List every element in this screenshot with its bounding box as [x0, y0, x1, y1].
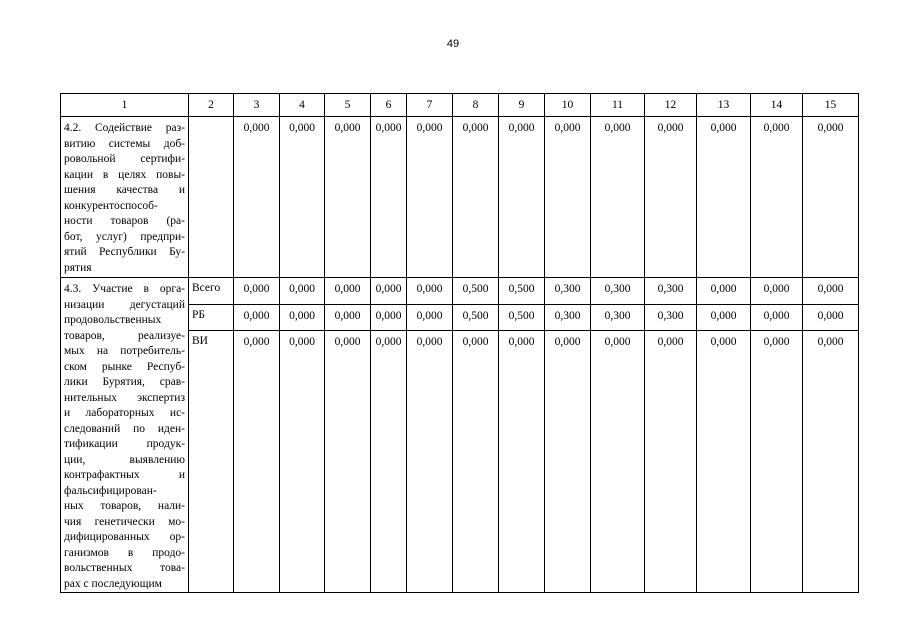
- value-cell: 0,000: [453, 117, 499, 278]
- column-header: 7: [407, 94, 453, 117]
- description-line: чия генетически мо-: [64, 515, 185, 528]
- value-cell: 0,300: [645, 278, 697, 305]
- description-line: кации в целях повы-: [64, 168, 185, 181]
- value-cell: 0,000: [751, 304, 803, 331]
- description-line: и лабораторных ис-: [64, 407, 185, 419]
- description-line: товаров, реализуе-: [64, 329, 185, 342]
- value-cell: 0,000: [325, 117, 371, 278]
- value-cell: 0,000: [591, 117, 645, 278]
- description-line: контрафактных и: [64, 469, 185, 481]
- value-cell: 0,000: [499, 331, 545, 593]
- description-line: рах с последующим: [64, 577, 162, 590]
- description-line: фальсифицирован-: [64, 484, 157, 497]
- value-cell: 0,000: [645, 331, 697, 593]
- value-cell: 0,000: [371, 304, 407, 331]
- value-cell: 0,000: [280, 304, 325, 331]
- funding-source: ВИ: [189, 331, 234, 593]
- value-cell: 0,000: [697, 278, 751, 305]
- value-cell: 0,000: [325, 278, 371, 305]
- column-header: 10: [545, 94, 591, 117]
- description-line: 4.3. Участие в орга-: [64, 283, 185, 295]
- description-line: ровольной сертифи-: [64, 153, 185, 165]
- value-cell: 0,000: [371, 117, 407, 278]
- value-cell: 0,000: [453, 331, 499, 593]
- description-line: шения качества и: [64, 184, 185, 196]
- budget-table: [60, 93, 859, 593]
- value-cell: 0,000: [234, 304, 280, 331]
- value-cell: 0,000: [234, 117, 280, 278]
- table-row: [61, 117, 859, 278]
- value-cell: 0,000: [325, 304, 371, 331]
- column-header: 15: [803, 94, 859, 117]
- value-cell: 0,000: [407, 331, 453, 593]
- value-cell: 0,000: [545, 331, 591, 593]
- value-cell: 0,300: [591, 304, 645, 331]
- column-header: 12: [645, 94, 697, 117]
- value-cell: 0,000: [591, 331, 645, 593]
- page-number: 49: [446, 38, 460, 50]
- description-line: ском рынке Респуб-: [64, 360, 185, 373]
- description-line: витию системы доб-: [64, 137, 185, 150]
- value-cell: 0,000: [280, 278, 325, 305]
- column-header: 8: [453, 94, 499, 117]
- value-cell: 0,000: [407, 117, 453, 278]
- description-line: конкурентоспособ-: [64, 199, 158, 212]
- description-line: вольственных това-: [64, 562, 185, 574]
- column-header: 2: [189, 94, 234, 117]
- description-line: тификации продук-: [64, 438, 185, 450]
- description-line: дифицированных ор-: [64, 531, 185, 543]
- table-body: [61, 94, 859, 593]
- value-cell: 0,000: [697, 331, 751, 593]
- value-cell: 0,000: [751, 331, 803, 593]
- column-header: 11: [591, 94, 645, 117]
- funding-source: [189, 117, 234, 278]
- value-cell: 0,000: [751, 278, 803, 305]
- value-cell: 0,000: [280, 117, 325, 278]
- column-header: 9: [499, 94, 545, 117]
- value-cell: 0,000: [803, 117, 859, 278]
- funding-source: РБ: [189, 304, 234, 331]
- value-cell: 0,000: [697, 117, 751, 278]
- value-cell: 0,000: [545, 117, 591, 278]
- description-line: ности товаров (ра-: [64, 215, 185, 227]
- description-line: бот, услуг) предпри-: [64, 230, 185, 243]
- value-cell: 0,000: [803, 331, 859, 593]
- description-line: продовольственных: [64, 314, 162, 326]
- table-row: [61, 278, 859, 305]
- funding-source: Всего: [189, 278, 234, 305]
- column-header: 6: [371, 94, 407, 117]
- description-line: 4.2. Содействие раз-: [64, 122, 185, 134]
- description-line: ятий Республики Бу-: [64, 246, 185, 258]
- description-line: мых на потребитель-: [64, 345, 185, 357]
- table-header-row: [61, 94, 859, 117]
- value-cell: 0,000: [280, 331, 325, 593]
- value-cell: 0,000: [803, 278, 859, 305]
- description-line: нительных экспертиз: [64, 391, 185, 404]
- value-cell: 0,000: [371, 278, 407, 305]
- value-cell: 0,000: [234, 331, 280, 593]
- value-cell: 0,500: [453, 304, 499, 331]
- description-line: лики Бурятия, срав-: [64, 376, 185, 388]
- column-header: 1: [61, 94, 189, 117]
- description-line: ции, выявлению: [64, 453, 185, 466]
- activity-description: [61, 278, 189, 593]
- value-cell: 0,000: [234, 278, 280, 305]
- activity-description: [61, 117, 189, 278]
- column-header: 14: [751, 94, 803, 117]
- column-header: 5: [325, 94, 371, 117]
- value-cell: 0,000: [325, 331, 371, 593]
- value-cell: 0,000: [697, 304, 751, 331]
- description-line: ных товаров, нали-: [64, 500, 185, 512]
- description-line: низации дегустаций: [64, 298, 185, 311]
- value-cell: 0,500: [499, 278, 545, 305]
- value-cell: 0,000: [371, 331, 407, 593]
- value-cell: 0,000: [407, 304, 453, 331]
- value-cell: 0,300: [545, 304, 591, 331]
- value-cell: 0,300: [645, 304, 697, 331]
- value-cell: 0,500: [499, 304, 545, 331]
- column-header: 3: [234, 94, 280, 117]
- value-cell: 0,300: [591, 278, 645, 305]
- value-cell: 0,500: [453, 278, 499, 305]
- value-cell: 0,000: [803, 304, 859, 331]
- description-line: рятия: [64, 261, 92, 274]
- value-cell: 0,000: [407, 278, 453, 305]
- description-line: следований по иден-: [64, 422, 185, 435]
- value-cell: 0,300: [545, 278, 591, 305]
- column-header: 4: [280, 94, 325, 117]
- description-line: ганизмов в продо-: [64, 546, 185, 559]
- value-cell: 0,000: [751, 117, 803, 278]
- value-cell: 0,000: [645, 117, 697, 278]
- value-cell: 0,000: [499, 117, 545, 278]
- column-header: 13: [697, 94, 751, 117]
